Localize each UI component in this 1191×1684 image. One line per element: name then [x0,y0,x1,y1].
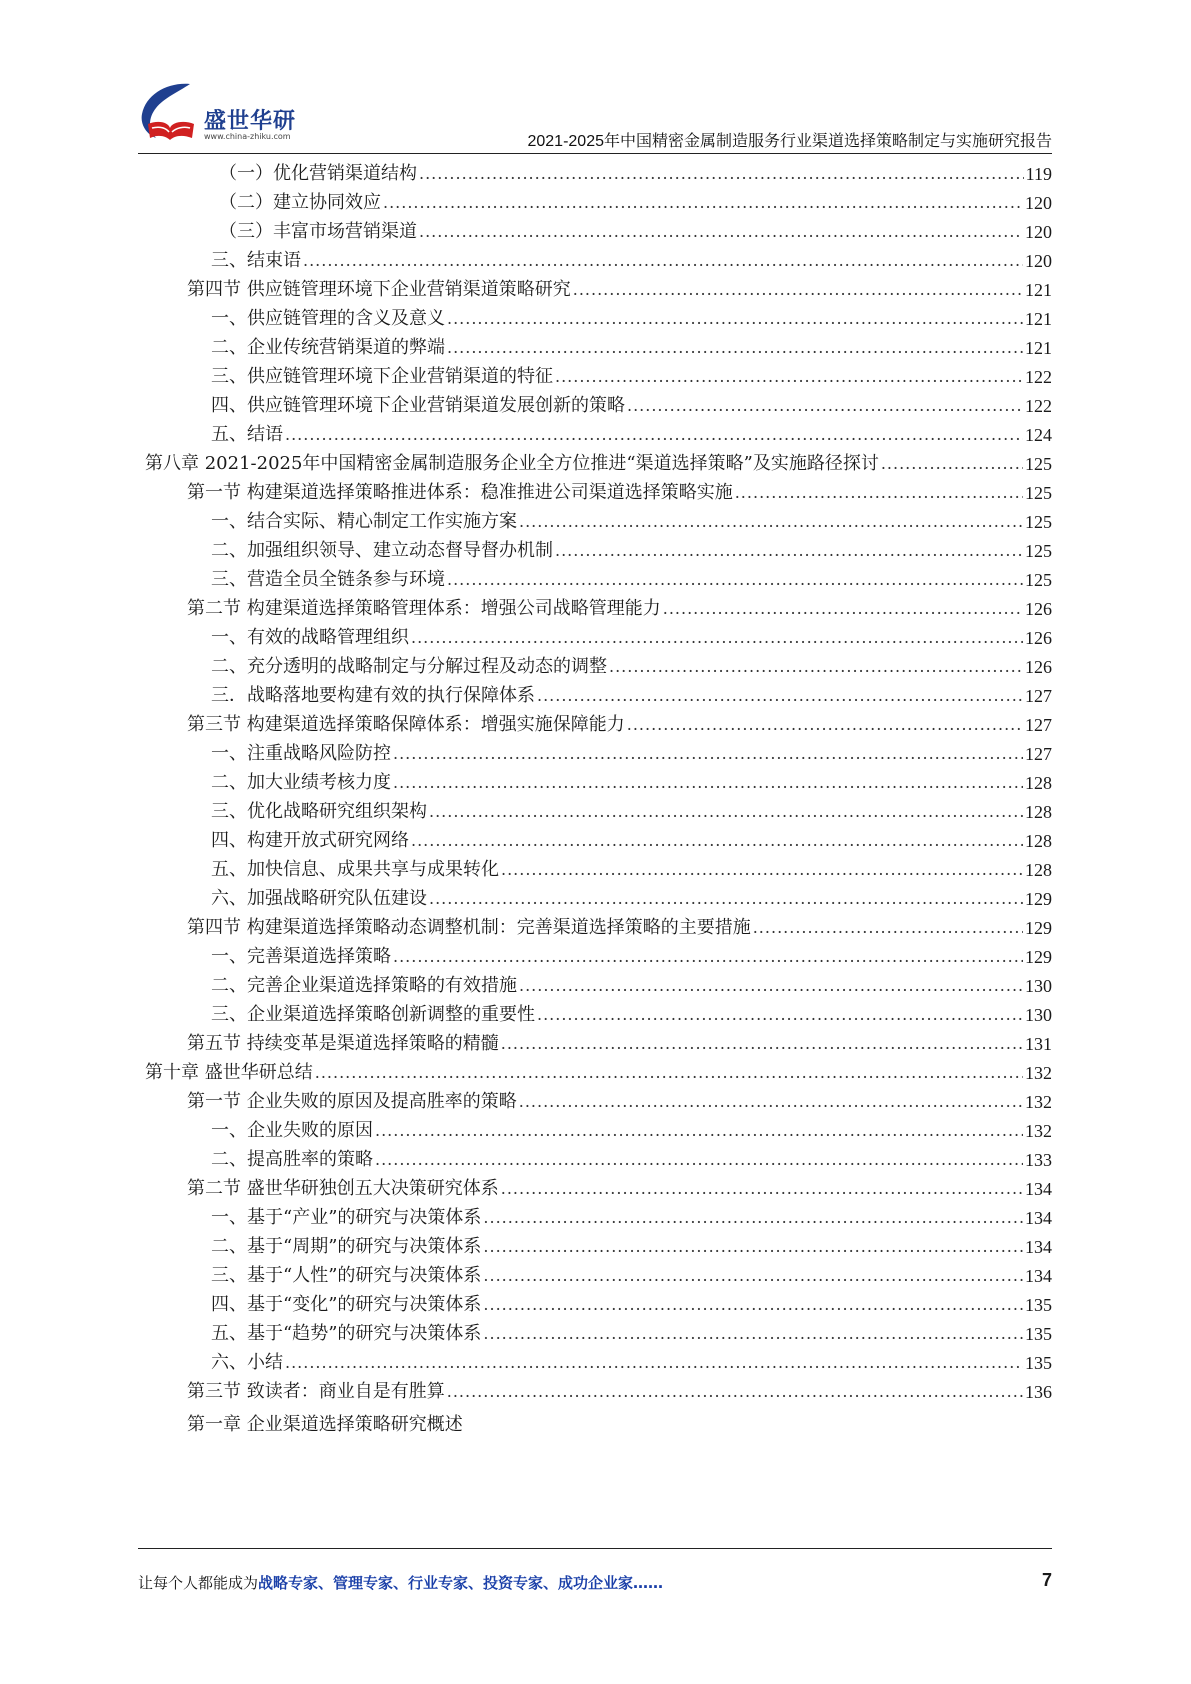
toc-entry-page: 125 [1025,570,1052,590]
toc-entry[interactable] [187,595,1052,623]
toc-entry-title: 四、构建开放式研究网络 [211,830,409,851]
toc-leader-dots [411,827,1023,855]
toc-entry-title: 五、基于“趋势”的研究与决策体系 [211,1323,482,1344]
toc-entry[interactable] [211,972,1052,1000]
toc-leader-dots [393,769,1023,797]
toc-entry-title: 第五节 持续变革是渠道选择策略的精髓 [187,1033,499,1054]
toc-leader-dots [735,479,1023,507]
toc-entry-title: 二、完善企业渠道选择策略的有效措施 [211,975,517,996]
slogan-prefix: 让每个人都能成为 [138,1574,259,1592]
toc-entry-title: 六、加强战略研究队伍建设 [211,888,427,909]
toc-leader-dots [393,740,1023,768]
toc-entry[interactable] [211,1146,1052,1174]
toc-entry-page: 125 [1025,512,1052,532]
toc-entry-page: 120 [1025,251,1052,271]
toc-entry-page: 132 [1025,1063,1052,1083]
toc-leader-dots [429,885,1023,913]
toc-leader-dots [573,276,1023,304]
toc-entry[interactable] [211,1117,1052,1145]
toc-entry[interactable] [211,740,1052,768]
toc-entry-page: 136 [1025,1382,1052,1402]
toc-entry[interactable] [187,1088,1052,1116]
toc-entry-page: 121 [1025,309,1052,329]
toc-leader-dots [419,218,1023,246]
toc-entry-page: 130 [1025,1005,1052,1025]
toc-entry-page: 126 [1025,657,1052,677]
logo-url: www.china-zhiku.com [204,132,291,141]
toc-entry-title: 第八章 2021-2025年中国精密金属制造服务企业全方位推进“渠道选择策略”及实施路径探讨 [145,453,879,474]
toc-entry[interactable] [187,276,1052,304]
toc-entry-page: 134 [1025,1237,1052,1257]
toc-leader-dots [501,856,1023,884]
toc-entry-page: 134 [1025,1208,1052,1228]
toc-leader-dots [609,653,1023,681]
toc-leader-dots [501,1175,1023,1203]
footer-slogan [138,1572,663,1593]
slogan-highlight: 战略专家、管理专家、行业专家、投资专家、成功企业家…… [258,1574,664,1592]
toc-entry[interactable] [211,421,1052,449]
toc-entry-title: 一、注重战略风险防控 [211,743,391,764]
toc-leader-dots [303,247,1023,275]
toc-entry-title: 第三节 构建渠道选择策略保障体系：增强实施保障能力 [187,714,625,735]
header-divider [138,153,1052,154]
toc-entry-title: 六、小结 [211,1352,283,1373]
toc-entry-title: 第二节 盛世华研独创五大决策研究体系 [187,1178,499,1199]
toc-entry-title: 第十章 盛世华研总结 [145,1062,313,1083]
toc-leader-dots [555,537,1023,565]
toc-entry-page: 130 [1025,976,1052,996]
toc-leader-dots [519,1088,1023,1116]
toc-leader-dots [483,1320,1023,1348]
toc-entry-page: 119 [1025,164,1052,184]
logo-mark-icon [138,80,204,150]
toc-entry-title: 二、充分透明的战略制定与分解过程及动态的调整 [211,656,607,677]
toc-entry-title: （二）建立协同效应 [219,192,381,213]
toc-leader-dots [375,1117,1023,1145]
toc-entry-page: 129 [1025,918,1052,938]
toc-entry-title: 四、供应链管理环境下企业营销渠道发展创新的策略 [211,395,625,416]
toc-entry[interactable] [187,1378,1052,1406]
toc-leader-dots [447,305,1023,333]
toc-entry-page: 126 [1025,599,1052,619]
toc-leader-dots [447,334,1023,362]
footer-divider [138,1548,1052,1549]
toc-entry[interactable] [211,1320,1052,1348]
toc-leader-dots [393,943,1023,971]
toc-leader-dots [483,1262,1023,1290]
toc-entry[interactable] [211,392,1052,420]
toc-entry-page: 122 [1025,396,1052,416]
toc-entry-title: 一、有效的战略管理组织 [211,627,409,648]
toc-leader-dots [501,1030,1023,1058]
toc-entry-page: 127 [1025,686,1052,706]
toc-entry-title: 四、基于“变化”的研究与决策体系 [211,1294,482,1315]
toc-entry-title: 五、结语 [211,424,283,445]
toc-entry[interactable] [145,1059,1052,1087]
toc-leader-dots [519,972,1023,1000]
toc-entry-title: 第二节 构建渠道选择策略管理体系：增强公司战略管理能力 [187,598,661,619]
toc-leader-dots [315,1059,1023,1087]
toc-entry-title: 一、供应链管理的含义及意义 [211,308,445,329]
toc-entry-title: 二、加大业绩考核力度 [211,772,391,793]
toc-entry-page: 127 [1025,715,1052,735]
toc-leader-dots [881,450,1023,478]
toc-entry-title: 二、提高胜率的策略 [211,1149,373,1170]
toc-entry[interactable] [211,1291,1052,1319]
toc-entry[interactable] [211,1233,1052,1261]
toc-entry-title: 一、结合实际、精心制定工作实施方案 [211,511,517,532]
toc-entry-title: 第一节 构建渠道选择策略推进体系：稳准推进公司渠道选择策略实施 [187,482,733,503]
toc-entry-page: 127 [1025,744,1052,764]
toc-entry-page: 133 [1025,1150,1052,1170]
toc-entry-page: 128 [1025,802,1052,822]
toc-entry-page: 129 [1025,889,1052,909]
toc-leader-dots [483,1291,1023,1319]
toc-entry-page: 128 [1025,831,1052,851]
toc-entry[interactable] [219,160,1052,188]
toc-leader-dots [663,595,1023,623]
toc-entry[interactable] [211,856,1052,884]
toc-leader-dots [483,1204,1023,1232]
toc-entry-page: 129 [1025,947,1052,967]
toc-entry[interactable] [211,334,1052,362]
toc-entry[interactable] [145,450,1052,478]
toc-leader-dots [285,1349,1023,1377]
toc-entry-title: 二、基于“周期”的研究与决策体系 [211,1236,482,1257]
toc-entry-page: 135 [1025,1324,1052,1344]
toc-entry[interactable] [211,1262,1052,1290]
logo-name: 盛世华研 [204,109,297,134]
toc-leader-dots [519,508,1023,536]
toc-leader-dots [753,914,1023,942]
toc-entry-title: 三、优化战略研究组织架构 [211,801,427,822]
toc-entry[interactable] [211,1001,1052,1029]
toc-leader-dots [375,1146,1023,1174]
toc-entry-title: 第四节 供应链管理环境下企业营销渠道策略研究 [187,279,571,300]
toc-entry-page: 131 [1025,1034,1052,1054]
toc-leader-dots [419,160,1024,188]
toc-entry[interactable] [211,537,1052,565]
toc-entry[interactable] [211,624,1052,652]
toc-entry-title: （三）丰富市场营销渠道 [219,221,417,242]
toc-entry-page: 126 [1025,628,1052,648]
toc-entry-title: 二、企业传统营销渠道的弊端 [211,337,445,358]
toc-entry-title: 三、供应链管理环境下企业营销渠道的特征 [211,366,553,387]
toc-entry[interactable] [219,189,1052,217]
logo [138,80,318,150]
toc-entry-title: 一、完善渠道选择策略 [211,946,391,967]
toc-leader-dots [555,363,1023,391]
toc-entry[interactable] [211,1349,1052,1377]
toc-entry-title: 第四节 构建渠道选择策略动态调整机制：完善渠道选择策略的主要措施 [187,917,751,938]
toc-entry-page: 135 [1025,1295,1052,1315]
toc-entry[interactable] [211,798,1052,826]
toc-entry-page: 122 [1025,367,1052,387]
toc-entry-title: 五、加快信息、成果共享与成果转化 [211,859,499,880]
toc-entry[interactable] [187,711,1052,739]
toc-entry-title: 三、基于“人性”的研究与决策体系 [211,1265,482,1286]
toc-entry[interactable] [187,1175,1052,1203]
toc-leader-dots [447,566,1023,594]
toc-entry[interactable] [187,479,1052,507]
toc-leader-dots [537,1001,1023,1029]
toc-entry-page: 132 [1025,1121,1052,1141]
toc-leader-dots [383,189,1023,217]
toc-entry-title: 一、基于“产业”的研究与决策体系 [211,1207,482,1228]
toc-entry-title: 三．战略落地要构建有效的执行保障体系 [211,685,535,706]
toc-entry-page: 125 [1025,483,1052,503]
body-heading: 第一章 企业渠道选择策略研究概述 [187,1414,463,1435]
toc-entry-page: 135 [1025,1353,1052,1373]
toc-leader-dots [627,392,1023,420]
toc-entry[interactable] [211,885,1052,913]
toc-entry-page: 121 [1025,280,1052,300]
toc-entry-page: 134 [1025,1179,1052,1199]
toc-leader-dots [447,1378,1023,1406]
toc-entry-page: 128 [1025,773,1052,793]
toc-entry[interactable] [211,653,1052,681]
toc-entry[interactable] [187,1030,1052,1058]
toc-entry-page: 121 [1025,338,1052,358]
toc-entry[interactable] [211,682,1052,710]
toc-entry[interactable] [211,508,1052,536]
toc-entry-title: 一、企业失败的原因 [211,1120,373,1141]
toc-entry-title: 第三节 致读者：商业自是有胜算 [187,1381,445,1402]
toc-entry-page: 134 [1025,1266,1052,1286]
toc-entry-title: 三、营造全员全链条参与环境 [211,569,445,590]
toc-entry[interactable] [211,769,1052,797]
toc-entry-page: 125 [1025,454,1052,474]
toc-entry-page: 128 [1025,860,1052,880]
toc-leader-dots [411,624,1023,652]
toc-entry[interactable] [211,1204,1052,1232]
toc-entry-page: 132 [1025,1092,1052,1112]
toc-entry[interactable] [211,363,1052,391]
toc-leader-dots [483,1233,1023,1261]
toc-leader-dots [627,711,1023,739]
toc-entry[interactable] [211,305,1052,333]
page-number: 7 [1041,1570,1052,1590]
toc-entry-page: 120 [1025,193,1052,213]
toc-entry[interactable] [211,566,1052,594]
toc-entry-title: 三、企业渠道选择策略创新调整的重要性 [211,1004,535,1025]
toc-entry-page: 120 [1025,222,1052,242]
toc-entry[interactable] [211,247,1052,275]
toc-entry-title: 第一节 企业失败的原因及提高胜率的策略 [187,1091,517,1112]
toc-entry-page: 124 [1025,425,1052,445]
toc-entry[interactable] [211,827,1052,855]
toc-entry[interactable] [219,218,1052,246]
toc-entry[interactable] [211,943,1052,971]
toc-entry[interactable] [187,914,1052,942]
toc-leader-dots [429,798,1023,826]
toc-entry-title: 三、结束语 [211,250,301,271]
toc-leader-dots [537,682,1023,710]
toc-entry-title: （一）优化营销渠道结构 [219,163,417,184]
report-title: 2021-2025年中国精密金属制造服务行业渠道选择策略制定与实施研究报告 [527,133,1052,150]
toc-entry-page: 125 [1025,541,1052,561]
toc-leader-dots [285,421,1023,449]
toc-entry-title: 二、加强组织领导、建立动态督导督办机制 [211,540,553,561]
